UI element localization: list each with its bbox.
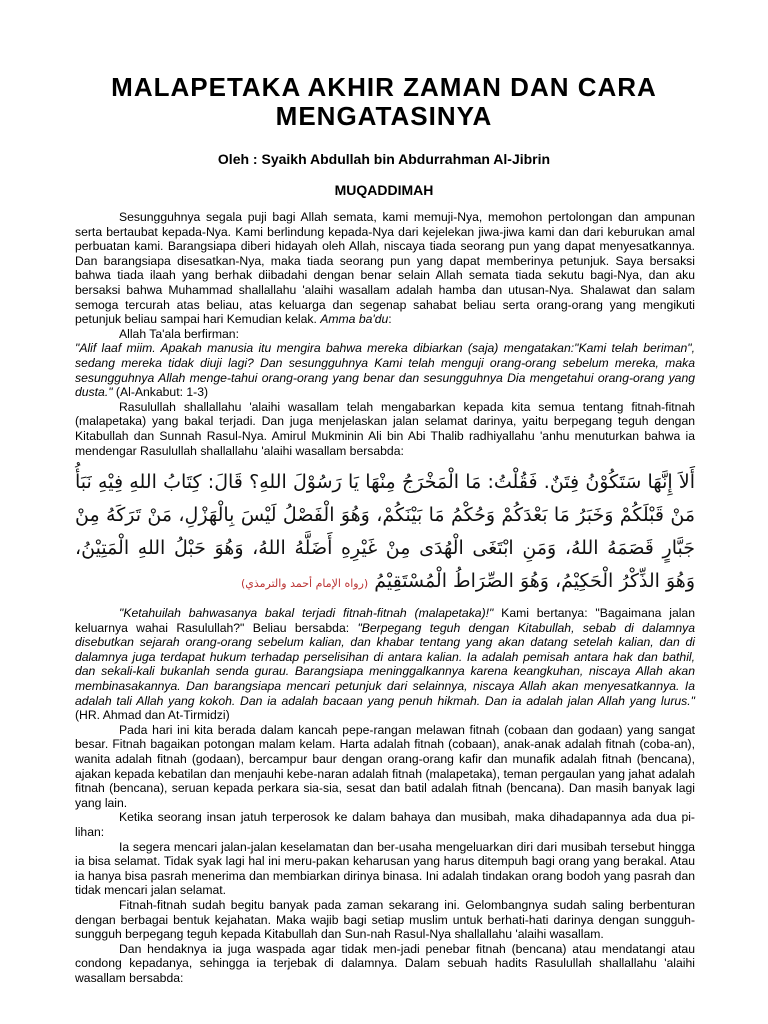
section-heading: MUQADDIMAH xyxy=(334,182,434,198)
paragraph-hadith-translation xyxy=(75,606,695,723)
author-line: Oleh : Syaikh Abdullah bin Abdurrahman Al-Jibrin xyxy=(217,151,551,167)
paragraph-opening-text: Sesungguhnya segala puji bagi Allah semata, kami memuji-Nya, memohon pertolongan dan ampunan serta bertaubat kepada-Nya. Kami berlindung kepada-Nya dari kejelekan jiwa-jiwa kami dan dari keburukan amal perbuatan kami. Barangsiapa diberi hidayah oleh Allah, niscaya tiada seorang pun yang dapat menyesatkannya. Dan barangsiapa disesatkan-Nya, maka tiada seorang pun yang dapat memberinya petunjuk. Saya bersaksi bahwa tiada ilaah yang berhak diibadahi dengan benar selain Allah semata tiada sekutu bagi-Nya, dan aku bersaksi bahwa Muhammad shallallahu 'alaihi wasallam adalah hamba dan utusan-Nya. Shalawat dan salam semoga tercurah atas beliau, atas keluarga dan segenap sahabat beliau serta orang-orang yang mengikuti petunjuk beliau sampai hari Kemudian kelak. xyxy=(75,210,695,327)
hadith-quote-1: "Ketahuilah bahwasanya bakal terjadi fitnah-fitnah (malapetaka)!" xyxy=(119,606,494,621)
document-title: MALAPETAKA AKHIR ZAMAN DAN CARA MENGATASINYA xyxy=(111,72,657,131)
quran-reference: (Al-Ankabut: 1-3) xyxy=(112,385,209,400)
hadith-text-1: Kami bertanya: "Bagaimana jalan keluarnya wahai Rasulullah?" Beliau bersabda: xyxy=(75,606,695,635)
hadith-reference: (HR. Ahmad dan At-Tirmidzi) xyxy=(75,708,230,723)
paragraph-seek-safety: Ia segera mencari jalan-jalan keselamatan dan ber-usaha mengeluarkan diri dari musibah tersebut hingga ia bisa selamat. Tidak syak lagi hal ini meru-pakan keharusan yang harus ditempuh bagi orang yang berakal. Atau ia hanya bisa pasrah menerima dan membiarkan dirinya binasa. Ini adalah tindakan orang bodoh yang pasrah dan tidak mencari jalan selamat. xyxy=(75,839,695,898)
paragraph-opening-end: : xyxy=(388,312,392,327)
amma-badu-text: Amma ba'du xyxy=(320,312,389,327)
paragraph-rasulullah: Rasulullah shallallahu 'alaihi wasallam telah mengabarkan kepada kita semua tentang fitnah-fitnah (malapetaka) yang bakal terjadi. Dan juga menjelaskan jalan selamat darinya, yaitu berpegang teguh dengan Kitabullah dan Sunnah Rasul-Nya. Amirul Mukminin Ali bin Abi Thalib radhiyallahu 'anhu menuturkan bahwa ia mendengar Rasulullah shallallahu 'alaihi wasallam bersabda: xyxy=(75,399,695,458)
arabic-hadith-source: (رواه الإمام أحمد والترمذي) xyxy=(240,577,369,591)
arabic-hadith-text: أَلاَ إِنَّهَا سَتَكُوْنُ فِتَنٌ. فَقُلْتُ: مَا الْمَخْرَجُ مِنْهَا يَا رَسُوْلَ اللهِ؟ قَالَ: كِتَابُ اللهِ فِيْهِ نَبَأُ مَنْ قَبْلَكُمْ وَخَبَرُ مَا بَعْدَكُمْ وَحُكْمُ مَا بَيْنَكُمْ، وَهُوَ الْفَصْلُ لَيْسَ بِالْهَزْلِ، مَنْ تَرَكَهُ مِنْ جَبَّارٍ قَصَمَهُ اللهُ، وَمَنِ ابْتَغَى الْهُدَى مِنْ غَيْرِهِ أَضَلَّهُ اللهُ، وَهُوَ حَبْلُ اللهِ الْمَتِيْنُ، وَهُوَ الذِّكْرُ الْحَكِيْمُ، وَهُوَ الصِّرَاطُ الْمُسْتَقِيْمُ xyxy=(75,471,695,593)
quran-quote-text: "Alif laaf miim. Apakah manusia itu mengira bahwa mereka dibiarkan (saja) mengatakan:"Kami telah beriman", sedang mereka tidak diuji lagi? Dan sesungguhnya Kami telah menguji orang-orang sebelum mereka, maka sesungguhnya Allah menge-tahui orang-orang yang benar dan sesungguhnya Dia mengetahui orang-orang yang dusta." xyxy=(75,341,695,400)
hadith-quote-2: "Berpegang teguh dengan Kitabullah, sebab di dalamnya disebutkan sejarah orang-orang sebelum kalian, dan khabar tentang yang akan datang setelah kalian, dan di dalamnya juga terdapat hukum terhadap perselisihan di antara kalian. Ia adalah pemisah antara hak dan bathil, dan sekali-kali bukanlah senda gurau. Barangsiapa meninggalkannya karena keangkuhan, niscaya Allah akan membinasakannya. Dan barangsiapa mencari petunjuk dari selainnya, niscaya Allah akan menyesatkannya. Ia adalah tali Allah yang kokoh. Dan ia adalah bacaan yang penuh hikmah. Dan ia adalah jalan Allah yang lurus." xyxy=(75,620,695,708)
paragraph-fitnah-today: Pada hari ini kita berada dalam kancah pepe-rangan melawan fitnah (cobaan dan godaan) yang sangat besar. Fitnah bagaikan potongan malam kelam. Harta adalah fitnah (cobaan), anak-anak adalah fitnah (coba-an), wanita adalah fitnah (godaan), bercampur baur dengan orang-orang kafir dan munafik adalah fitnah (bencana), ajakan kepada kebatilan dan menjauhi kebe-naran adalah fitnah (malapetaka), teman pergaulan yang jahat adalah fitnah (bencana), seruan kepada perkara sia-sia, sesat dan batil adalah fitnah (bencana). Dan masih banyak lagi yang lain. xyxy=(75,722,695,810)
paragraph-be-wary: Dan hendaknya ia juga waspada agar tidak men-jadi penebar fitnah (bencana) atau mendatangi atau condong kepadanya, sehingga ia terjebak di dalamnya. Dalam sebuah hadits Rasulullah shallallahu 'alaihi wasallam bersabda: xyxy=(75,941,695,985)
paragraph-two-choices: Ketika seorang insan jatuh terperosok ke dalam bahaya dan musibah, maka dihadapannya ada dua pi-lihan: xyxy=(75,810,695,839)
arabic-hadith-block xyxy=(75,466,695,600)
paragraph-opening xyxy=(75,210,695,327)
paragraph-allah-berfirman: Allah Ta'ala berfirman: xyxy=(119,326,239,341)
paragraph-quran-quote xyxy=(75,341,695,399)
document-body xyxy=(75,210,695,986)
paragraph-many-fitnah: Fitnah-fitnah sudah begitu banyak pada zaman sekarang ini. Gelombangnya sudah saling berbenturan dengan berbagai bentuk kejahatan. Maka wajib bagi setiap muslim untuk berhati-hati darinya dengan sungguh-sungguh berpegang teguh kepada Kitabullah dan Sun-nah Rasul-Nya shallallahu 'alaihi wasallam. xyxy=(75,897,695,942)
